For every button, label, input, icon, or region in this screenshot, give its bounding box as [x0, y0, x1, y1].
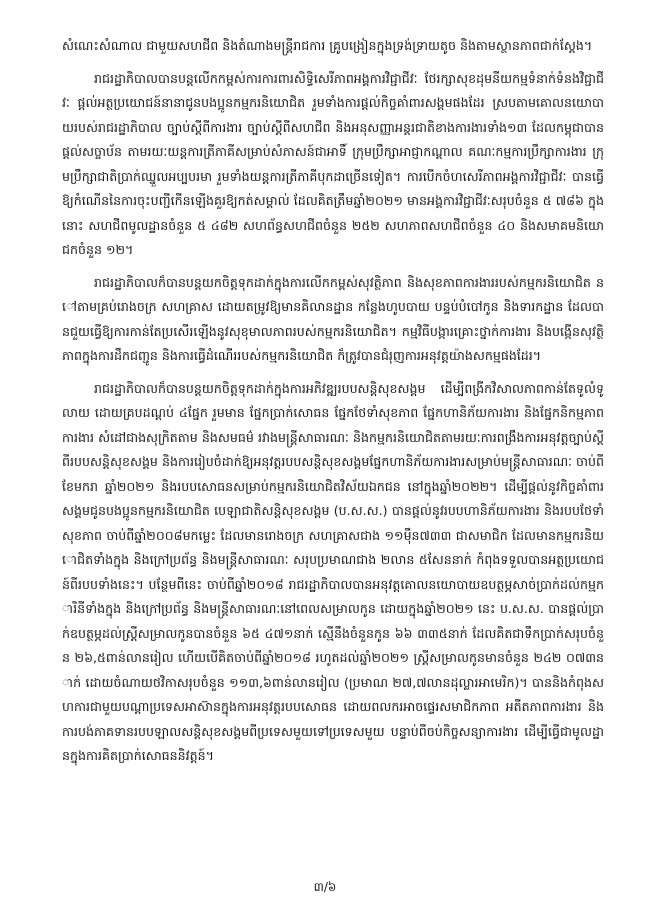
- paragraph-4: រាជរដ្ឋាភិបាលក៏បានបន្តយកចិត្តទុកដាក់ក្នុងការអភិវឌ្ឍរបបសន្តិសុខសង្គម ដើម្បីពង្រីកវិសាលភាពកាន់តែទូលំទូលាយ ដោយគ្របដណ្តប់ ៤ផ្នែក រួមមាន ផ្នែកប្រាក់សោធន ផ្នែកថែទាំសុខភាព ផ្នែកហានិភ័យការងារ និងផ្នែកនិកម្មភាពការងារ សំដៅជាងសុក្រិតតាម និងសមធម៌ រវាងមន្ត្រីសាធារណៈ និងកម្មករនិយោជិតតាមរយៈការពង្រឹងការអនុវត្តច្បាប់ស្តីពីរបបសន្តិសុខសង្គម និងការរៀបចំដាក់ឱ្យអនុវត្តរបបសន្តិសុខសង្គមផ្នែកហានិភ័យការងារសម្រាប់មន្ត្រីសាធារណៈ ចាប់ពីខែមករា ឆ្នាំ២០២១ និងរបបសោធនសម្រាប់កម្មករនិយោជិតវិស័យឯកជន នៅក្នុងឆ្នាំ២០២២។ ដើម្បីផ្តល់នូវកិច្ចគាំពារសង្គមជូនបងប្អូនកម្មករនិយោជិត បេឡាជាតិសន្តិសុខសង្គម (ប.ស.ស.) បានផ្តល់នូវរបបហានិភ័យការងារ និងរបបថែទាំសុខភាព ចាប់ពីឆ្នាំ២០០៨មកម្លេះ ដែលមានរោងចក្រ សហគ្រាសជាង ១១ម៉ឺន៧៣៣ ជាសមាជិក ដែលមានកម្មករនិយោជិតទាំងក្នុង និងក្រៅប្រព័ន្ធ និងមន្ត្រីសាធារណៈ សរុបប្រមាណជាង ២លាន ៥សែននាក់ កំពុងទទួលបានអត្ថប្រយោជន៍ពីរបបទាំងនេះ។ បន្ថែមពីនេះ ចាប់ពីឆ្នាំ២០១៨ រាជរដ្ឋាភិបាលបានអនុវត្តគោលនយោបាយឧបត្ថម្ភសាច់ប្រាក់ដល់កម្មការិនីទាំងក្នុង និងក្រៅប្រព័ន្ធ និងមន្ត្រីសាធារណៈនៅពេលសម្រាលកូន ដោយក្នុងឆ្នាំ២០២១ នេះ ប.ស.ស. បានផ្តល់ប្រាក់ឧបត្ថម្ភដល់ស្ត្រីសម្រាលកូនបានចំនួន ៦៥ ៤៧១នាក់ ស្មើនឹងចំនួនកូន ៦៦ ៣៣៥នាក់ ដែលគិតជាទឹកប្រាក់សរុបចំនួន ២៦,៥ពាន់លានរៀល ហើយបើគិតចាប់ពីឆ្នាំ២០១៨ រហូតដល់ឆ្នាំ២០២១ ស្ត្រីសម្រាលកូនមានចំនួន ២៤២ ០៧៣នាក់ ដោយចំណាយថវិកាសរុបចំនួន ១១៣,៦ពាន់លានរៀល (ប្រមាណ ២៧,៧លានដុល្លារអាមេរិក)។ បាននិងកំពុងសហការជាមួយបណ្តាប្រទេសអាស៊ានក្នុងការអនុវត្តរបបសោធន ដោយពលករអាចផ្ទេរសមាជិកភាព អតីតភាពការងារ និងការបង់ភាគទានរបបឡាលសន្តិសុខសង្គមពីប្រទេសមួយទៅប្រទេសមួយ បន្ទាប់ពីចប់កិច្ចសន្យាការងារ ដើម្បីធ្វើជាមូលដ្ឋានក្នុងការគិតប្រាក់សោធននិវត្តន៍។: [62, 380, 604, 763]
- paragraph-2: រាជរដ្ឋាភិបាលបានបន្តលើកកម្ពស់ការការពារសិទ្ធិសេរីភាពអង្គការវិជ្ជាជីវៈ ថែរក្សាសុខដុមនីយកម្មទំនាក់ទំនងវិជ្ជាជីវៈ ផ្តល់អត្ថប្រយោជន៍នានាជូនបងប្អូនកម្មករនិយោជិត រួមទាំងការផ្តល់កិច្ចគាំពារសង្គមផងដែរ ស្របតាមគោលនយោបាយរបស់រាជរដ្ឋាភិបាល ច្បាប់ស្តីពីការងារ ច្បាប់ស្តីពីសហជីព និងអនុសញ្ញាអន្តរជាតិខាងការងារទាំង១៣ ដែលកម្ពុជាបានផ្តល់សច្ចាប័ន តាមរយៈយន្តការត្រីភាគីសម្រាប់សំភាសន៍ជាអាទិ៍ ក្រុមប្រឹក្សាអាជ្ញាកណ្តាល គណៈកម្មការប្រឹក្សាការងារ ក្រុមប្រឹក្សាជាតិប្រាក់ឈ្នួលអប្បបរមា រួមទាំងយន្តការត្រីភាគីបុកដាច្រើនទៀត។ ការបើកចំហសេរីភាពអង្គការវិជ្ជាជីវៈ បានធ្វើឱ្យកំណើននៃការចុះបញ្ជីកើនឡើងគួរឱ្យកត់សម្គាល់ ដែលគិតត្រឹមឆ្នាំ២០២១ មានអង្គការវិជ្ជាជីវៈសរុបចំនួន ៥ ៧៨៦ ក្នុងនោះ សហជីពមូលដ្ឋានចំនួន ៥ ៤៨២ សហព័ន្ធសហជីពចំនួន ២៥២ សហភាពសហជីពចំនួន ៤០ និងសមាគមនិយោជកចំនួន ១២។: [62, 70, 604, 257]
- paragraph-3: រាជរដ្ឋាភិបាលក៏បានបន្តយកចិត្តទុកដាក់ក្នុងការលើកកម្ពស់សុវត្ថិភាព និងសុខភាពការងាររបស់កម្មករនិយោជិត នៅតាមគ្រប់រោងចក្រ សហគ្រាស ដោយតម្រូវឱ្យមានគិលានដ្ឋាន កន្លែងហូបបាយ បន្ទប់បំបៅកូន និងទារកដ្ឋាន ដែលបានជួយធ្វើឱ្យការកាន់តែប្រសើរឡើងនូវសុខុមាលភាពរបស់កម្មករនិយោជិត។ កម្មវិធីបង្ការគ្រោះថ្នាក់ការងារ និងបង្កើនសុវត្ថិភាពក្នុងការដឹកជញ្ជូន និងការធ្វើដំណើររបស់កម្មករនិយោជិត ក៏ត្រូវបានជំរុញការអនុវត្តយ៉ាងសកម្មផងដែរ។: [62, 274, 604, 363]
- paragraph-1: សំណេះសំណាល ជាមួយសហជីព និងតំណាងមន្ត្រីរាជការ គ្រូបង្រៀនក្នុងទ្រង់ទ្រាយតូច និងតាមស្ថានភាពជាក់ស្តែង។: [62, 38, 593, 53]
- page-number: ៣/៦: [313, 880, 337, 894]
